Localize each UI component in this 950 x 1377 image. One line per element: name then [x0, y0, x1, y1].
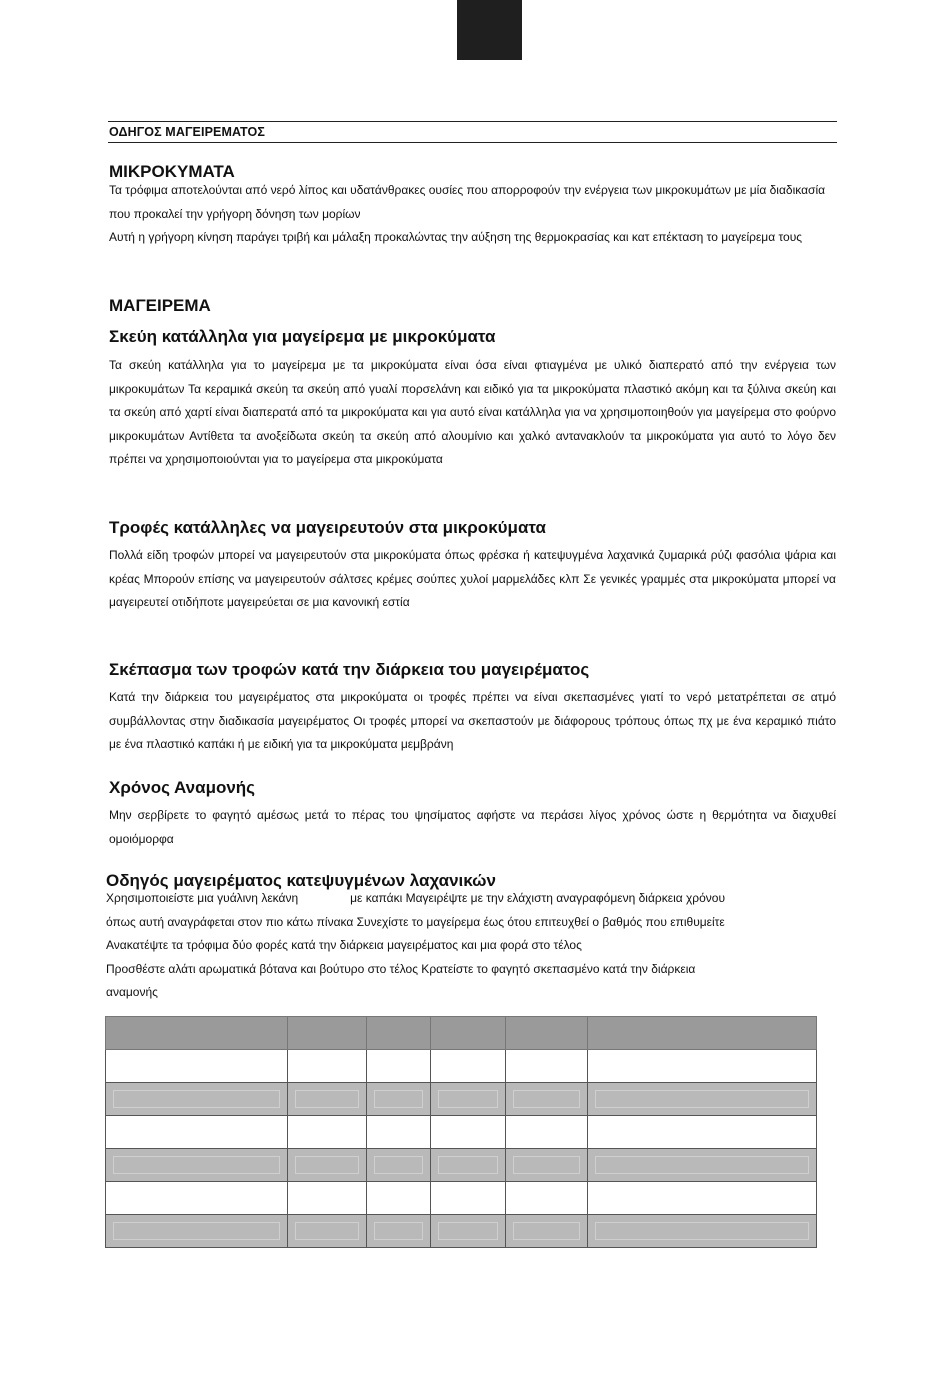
table-cell: [106, 1116, 288, 1149]
microwaves-paragraph-2: Αυτή η γρήγορη κίνηση παράγει τριβή και μάλαξη προκαλώντας την αύξηση της θερμοκρασίας και κατ επέκταση το μαγείρεμα τους: [109, 230, 803, 244]
table-cell: [106, 1017, 288, 1050]
utensils-paragraph: Τα σκεύη κατάλληλα για το μαγείρεμα με τα μικροκύματα είναι όσα είναι φτιαγμένα με υλικό διαπερατό από την ενέργεια των μικροκυμάτων Τα κεραμικά σκεύη τα σκεύη από γυαλί πορσελάνη και ειδικό για τα μικροκύματα πλαστικό ακόμη και τα ξύλινα σκεύη και τα σκεύη από χαρτί είναι διαπερατά από τα μικροκύματα και για αυτό είναι κατάλληλα για να χρησιμοποιηθούν για μαγείρεμα στο φούρνο μικροκυμάτων Αντίθετα τα ανοξείδωτα σκεύη τα σκεύη από αλουμίνιο και χαλκό αντανακλούν τα μικροκύματα για αυτό το λόγο δεν πρέπει να χρησιμοποιούνται για το μαγείρεμα στα μικροκύματα: [109, 358, 836, 467]
table-cell: [506, 1149, 588, 1182]
covering-paragraph: Κατά την διάρκεια του μαγειρέματος στα μικροκύματα οι τροφές πρέπει να είναι σκεπασμένες γιατί το νερό μετατρέπεται σε ατμό συμβάλλοντας στην διαδικασία μαγειρέματος Οι τροφές μπορεί να σκεπαστούν με διάφορους τρόπους όπως πχ με ένα κεραμικό πιάτο με ένα πλαστικό καπάκι ή με ειδική για τα μικροκύματα μεμβράνη: [109, 690, 836, 752]
table-cell: [506, 1083, 588, 1116]
table-cell: [588, 1083, 817, 1116]
table-cell: [288, 1116, 367, 1149]
page-tab-marker: [457, 0, 522, 60]
table-cell: [506, 1182, 588, 1215]
table-cell: [506, 1050, 588, 1083]
table-cell: [288, 1182, 367, 1215]
table-cell: [506, 1215, 588, 1248]
section-title-frozen-vegetables-guide: Οδηγός μαγειρέματος κατεψυγμένων λαχανικών: [106, 871, 496, 890]
table-cell: [106, 1182, 288, 1215]
table-cell: [506, 1116, 588, 1149]
table-cell: [588, 1215, 817, 1248]
frozen-guide-line-1: [106, 887, 836, 911]
section-title-cooking: ΜΑΓΕΙΡΕΜΑ: [109, 296, 211, 315]
table-cell: [367, 1083, 431, 1116]
table-row: [106, 1149, 817, 1182]
frozen-guide-line-3: Ανακατέψτε τα τρόφιμα δύο φορές κατά την διάρκεια μαγειρέματος και μια φορά στο τέλος: [106, 938, 582, 952]
table-cell: [588, 1050, 817, 1083]
table-cell: [431, 1017, 506, 1050]
table-cell: [288, 1017, 367, 1050]
frozen-guide-line-2: όπως αυτή αναγράφεται στον πιο κάτω πίνακα Συνεχίστε το μαγείρεμα έως ότου επιτευχθεί ο βαθμός που επιθυμείτε: [106, 915, 725, 929]
table-cell: [367, 1116, 431, 1149]
standing-time-paragraph: Μην σερβίρετε το φαγητό αμέσως μετά το πέρας του ψησίματος αφήστε να περάσει λίγος χρόνος ώστε η θερμότητα να διαχυθεί ομοιόμορφα: [109, 808, 836, 846]
subsection-title-foods: Τροφές κατάλληλες να μαγειρευτούν στα μικροκύματα: [109, 518, 546, 537]
table-cell: [431, 1149, 506, 1182]
table-cell: [588, 1149, 817, 1182]
table-cell: [367, 1215, 431, 1248]
table-cell: [106, 1050, 288, 1083]
table-row: [106, 1215, 817, 1248]
table-row: [106, 1083, 817, 1116]
table-cell: [106, 1149, 288, 1182]
table-header-row: [106, 1017, 817, 1050]
frozen-guide-line-4: Προσθέστε αλάτι αρωματικά βότανα και βούτυρο στο τέλος Κρατείστε το φαγητό σκεπασμένο κατά την διάρκεια: [106, 962, 696, 976]
table-cell: [288, 1050, 367, 1083]
table-cell: [106, 1083, 288, 1116]
header-rule-top: [108, 121, 837, 122]
section-title-microwaves: ΜΙΚΡΟΚΥΜΑΤΑ: [109, 162, 235, 181]
table-cell: [288, 1215, 367, 1248]
table-cell: [367, 1149, 431, 1182]
table-cell: [431, 1182, 506, 1215]
header-rule-bottom: [108, 142, 837, 143]
table-cell: [367, 1017, 431, 1050]
table-cell: [367, 1050, 431, 1083]
table-cell: [367, 1182, 431, 1215]
frozen-guide-line-1-part-a: Χρησιμοποιείστε μια γυάλινη λεκάνη: [106, 891, 299, 905]
table-row: [106, 1116, 817, 1149]
subsection-title-standing-time: Χρόνος Αναμονής: [109, 778, 256, 797]
subsection-title-utensils: Σκεύη κατάλληλα για μαγείρεμα με μικροκύματα: [109, 327, 496, 346]
table-cell: [431, 1083, 506, 1116]
table-cell: [588, 1182, 817, 1215]
page-header-title: ΟΔΗΓΟΣ ΜΑΓΕΙΡΕΜΑΤΟΣ: [109, 125, 265, 139]
table-cell: [431, 1116, 506, 1149]
table-row: [106, 1182, 817, 1215]
table-cell: [288, 1149, 367, 1182]
table-cell: [106, 1215, 288, 1248]
table-cell: [588, 1017, 817, 1050]
table-row: [106, 1050, 817, 1083]
table-cell: [588, 1116, 817, 1149]
table-cell: [431, 1050, 506, 1083]
subsection-title-covering: Σκέπασμα των τροφών κατά την διάρκεια του μαγειρέματος: [109, 660, 590, 679]
foods-paragraph: Πολλά είδη τροφών μπορεί να μαγειρευτούν στα μικροκύματα όπως φρέσκα ή κατεψυγμένα λαχανικά ζυμαρικά ρύζι φασόλια ψάρια και κρέας Μπορούν επίσης να μαγειρευτούν σάλτσες κρέμες σούπες χυλοί μαρμελάδες κλπ Σε γενικές γραμμές στα μικροκύματα μπορεί να μαγειρευτεί οτιδήποτε μαγειρεύεται σε μια κανονική εστία: [109, 548, 836, 610]
frozen-guide-line-5: αναμονής: [106, 985, 158, 999]
table-cell: [431, 1215, 506, 1248]
frozen-vegetables-table: [105, 1016, 817, 1248]
table-cell: [506, 1017, 588, 1050]
table-cell: [288, 1083, 367, 1116]
frozen-guide-line-1-part-b: με καπάκι Μαγειρέψτε με την ελάχιστη αναγραφόμενη διάρκεια χρόνου: [350, 891, 726, 905]
microwaves-paragraph-1: Τα τρόφιμα αποτελούνται από νερό λίπος και υδατάνθρακες ουσίες που απορροφούν την ενέργεια των μικροκυμάτων με μία διαδικασία που προκαλεί την γρήγορη δόνηση των μορίων: [109, 183, 826, 221]
